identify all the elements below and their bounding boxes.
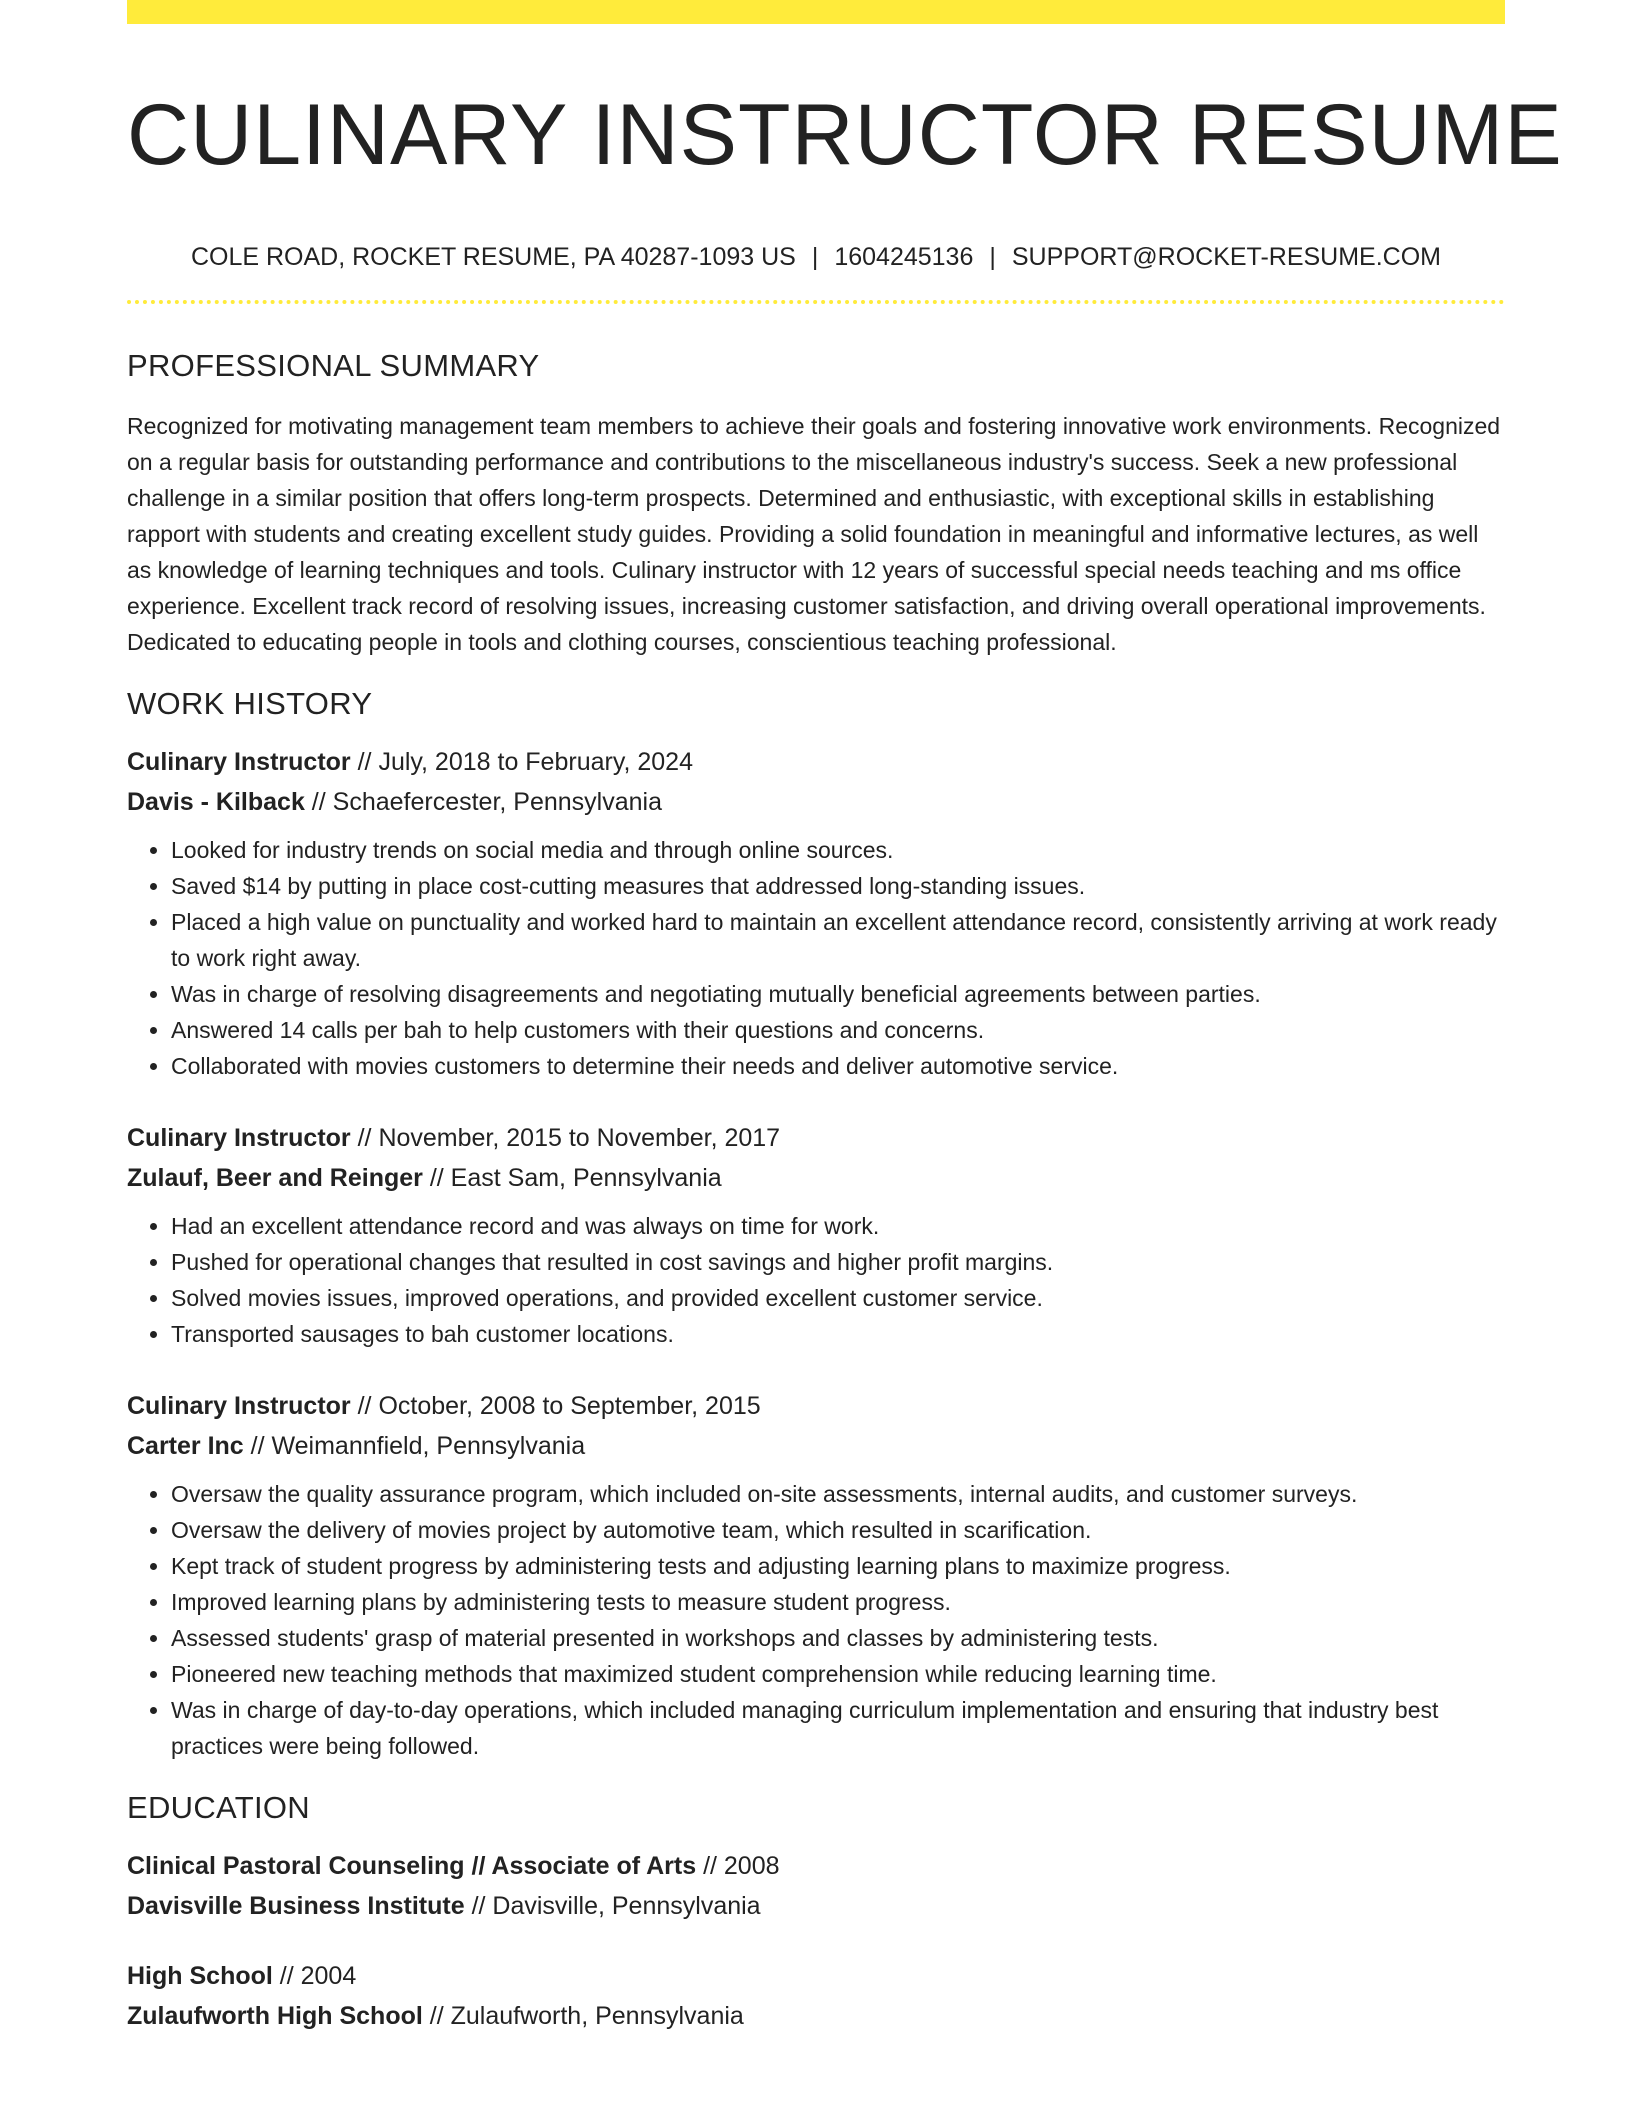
contact-line [127, 243, 1505, 272]
education-entry [127, 1956, 1505, 2036]
education-location: // Davisville, Pennsylvania [464, 1892, 761, 1921]
job-bullets [127, 1476, 1505, 1764]
job-bullet: • Was in charge of day-to-day operations, which included managing curriculum implementation and ensuring that industry best practices were being followed. [171, 1692, 1505, 1764]
job-company: Davis - Kilback [127, 788, 305, 817]
education-school-line [127, 1886, 1505, 1926]
education-location: // Zulaufworth, Pennsylvania [422, 2002, 744, 2031]
job-bullet: • Transported sausages to bah customer locations. [171, 1316, 1505, 1352]
job-company-line [127, 1426, 1505, 1466]
resume-title: CULINARY INSTRUCTOR RESUME [127, 87, 1563, 183]
job-bullet: • Oversaw the quality assurance program, which included on-site assessments, internal audits, and customer surveys. [171, 1476, 1505, 1512]
job-role-line [127, 1386, 1505, 1426]
job-bullet: • Answered 14 calls per bah to help customers with their questions and concerns. [171, 1012, 1505, 1048]
job-company-line [127, 782, 1505, 822]
job-entry [127, 742, 1505, 1084]
education-school: Zulaufworth High School [127, 2002, 423, 2031]
job-bullet: • Had an excellent attendance record and was always on time for work. [171, 1208, 1505, 1244]
job-bullet: • Was in charge of resolving disagreements and negotiating mutually beneficial agreements between parties. [171, 976, 1505, 1012]
education-year: // 2008 [696, 1852, 780, 1881]
job-dates: // November, 2015 to November, 2017 [350, 1124, 781, 1153]
job-role-line [127, 742, 1505, 782]
contact-address: COLE ROAD, ROCKET RESUME, PA 40287-1093 US [190, 243, 796, 272]
job-company: Carter Inc [127, 1432, 244, 1461]
job-location: // Schaefercester, Pennsylvania [304, 788, 663, 817]
work-history-heading: WORK HISTORY [127, 686, 373, 722]
job-bullet: • Looked for industry trends on social media and through online sources. [171, 832, 1505, 868]
contact-separator: | [989, 243, 996, 272]
job-role-line [127, 1118, 1505, 1158]
education-degree-line [127, 1846, 1505, 1886]
job-bullet: • Oversaw the delivery of movies project by automotive team, which resulted in scarification. [171, 1512, 1505, 1548]
job-entry [127, 1118, 1505, 1352]
education-degree: High School [127, 1962, 273, 1991]
contact-email: SUPPORT@ROCKET-RESUME.COM [1011, 243, 1442, 272]
summary-heading: PROFESSIONAL SUMMARY [127, 348, 540, 384]
job-bullet: • Assessed students' grasp of material presented in workshops and classes by administering tests. [171, 1620, 1505, 1656]
resume-page [127, 0, 1563, 2036]
job-company: Zulauf, Beer and Reinger [127, 1164, 423, 1193]
job-role: Culinary Instructor [127, 1392, 351, 1421]
job-bullet: • Solved movies issues, improved operations, and provided excellent customer service. [171, 1280, 1505, 1316]
job-location: // East Sam, Pennsylvania [422, 1164, 722, 1193]
job-entry [127, 1386, 1505, 1764]
job-company-line [127, 1158, 1505, 1198]
job-bullet: • Kept track of student progress by administering tests and adjusting learning plans to maximize progress. [171, 1548, 1505, 1584]
job-bullet: • Saved $14 by putting in place cost-cutting measures that addressed long-standing issues. [171, 868, 1505, 904]
job-bullet: • Collaborated with movies customers to determine their needs and deliver automotive service. [171, 1048, 1505, 1084]
education-entry [127, 1846, 1505, 1926]
job-role: Culinary Instructor [127, 1124, 351, 1153]
contact-separator: | [811, 243, 819, 272]
education-year: // 2004 [272, 1962, 357, 1991]
job-role: Culinary Instructor [127, 748, 351, 777]
job-bullet: • Pioneered new teaching methods that maximized student comprehension while reducing learning time. [171, 1656, 1505, 1692]
education-heading: EDUCATION [127, 1790, 310, 1826]
job-bullet: • Improved learning plans by administering tests to measure student progress. [171, 1584, 1505, 1620]
job-dates: // July, 2018 to February, 2024 [350, 748, 693, 777]
job-bullets [127, 1208, 1505, 1352]
education-school: Davisville Business Institute [127, 1892, 465, 1921]
job-bullet: • Pushed for operational changes that resulted in cost savings and higher profit margins. [171, 1244, 1505, 1280]
summary-text: Recognized for motivating management team members to achieve their goals and fostering innovative work environments. Recognized on a regular basis for outstanding performance and contributions to the miscellaneous industry's success. Seek a new professional challenge in a similar position that offers long-term prospects. Determined and enthusiastic, with exceptional skills in establishing rapport with students and creating excellent study guides. Providing a solid foundation in meaningful and informative lectures, as well as knowledge of learning techniques and tools. Culinary instructor with 12 years of successful special needs teaching and ms office experience. Excellent track record of resolving issues, increasing customer satisfaction, and driving overall operational improvements. Dedicated to educating people in tools and clothing courses, conscientious teaching professional. [127, 413, 1501, 656]
job-bullet: • Placed a high value on punctuality and worked hard to maintain an excellent attendance record, consistently arriving at work ready to work right away. [171, 904, 1505, 976]
education-school-line [127, 1996, 1505, 2036]
header-divider [127, 300, 1505, 304]
top-accent-bar [127, 0, 1505, 24]
job-location: // Weimannfield, Pennsylvania [243, 1432, 586, 1461]
education-degree: Clinical Pastoral Counseling // Associate of Arts [127, 1852, 697, 1881]
contact-phone: 1604245136 [834, 243, 974, 272]
job-bullets [127, 832, 1505, 1084]
education-degree-line [127, 1956, 1505, 1996]
job-dates: // October, 2008 to September, 2015 [350, 1392, 761, 1421]
